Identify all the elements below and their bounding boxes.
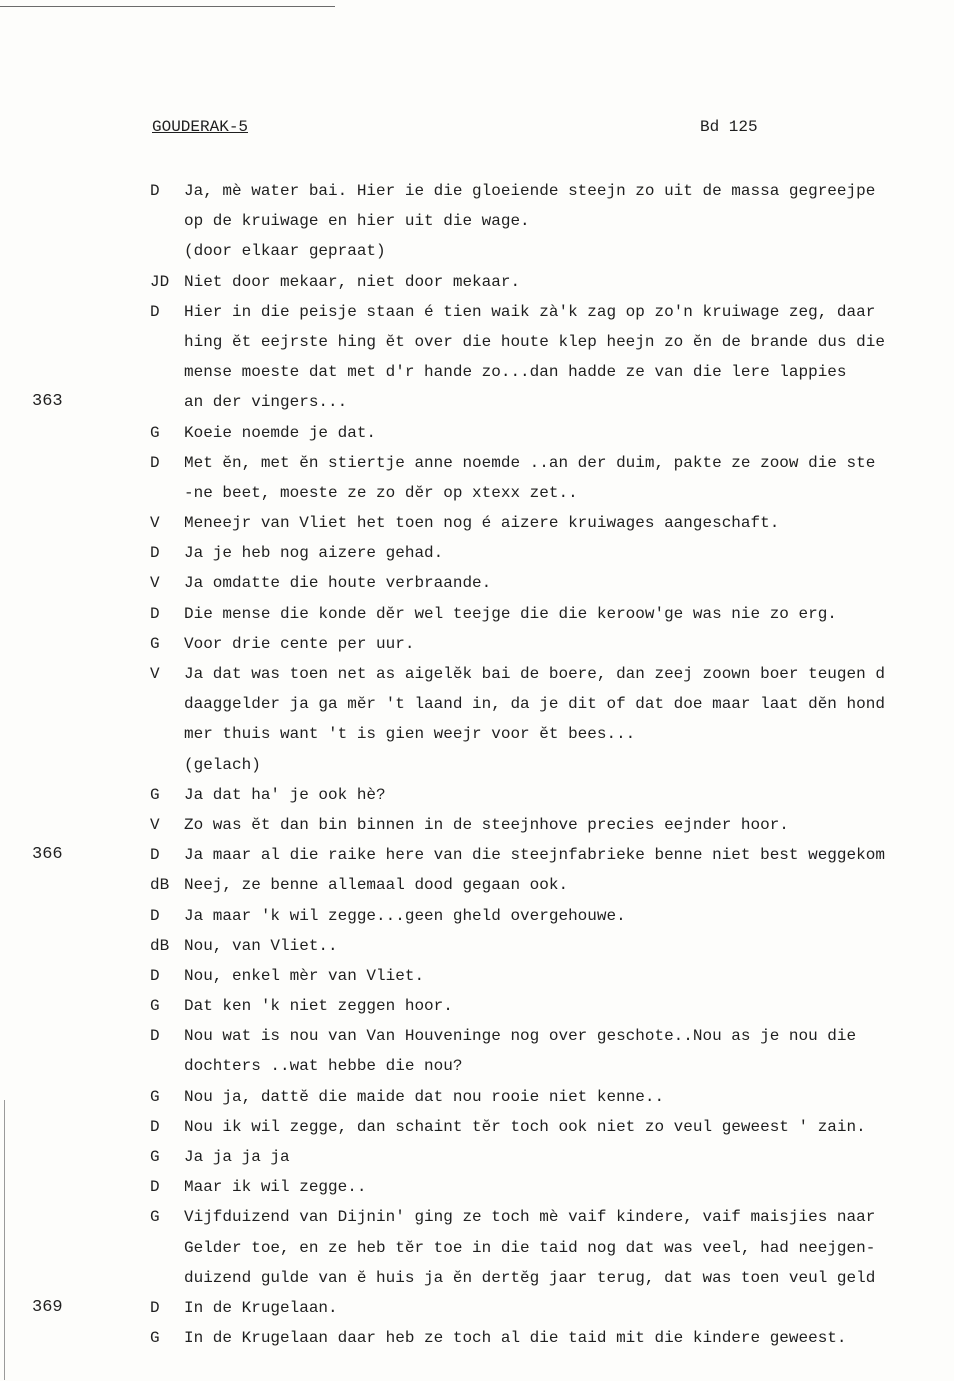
- margin-counter: 363: [32, 392, 63, 412]
- transcript-line: [0, 1021, 954, 1051]
- utterance-text: Ja dat was toen net as aigelĕk bai de boere, dan zeej zoown boer teugen d: [184, 665, 885, 683]
- transcript-line: [0, 357, 954, 387]
- utterance-text: Voor drie cente per uur.: [184, 634, 415, 653]
- utterance-text: daaggelder ja ga mĕr 't laand in, da je dit of dat doe maar laat dĕn hond: [184, 695, 885, 714]
- speaker-label: dB: [150, 936, 170, 955]
- speaker-label: V: [150, 574, 160, 593]
- utterance-text: Ja je heb nog aizere gehad.: [184, 544, 444, 563]
- speaker-label: V: [150, 815, 160, 834]
- utterance-text: Ja maar 'k wil zegge...geen gheld overgehouwe.: [184, 906, 626, 925]
- utterance-text: Met ĕn, met ĕn stiertje anne noemde ..an der duim, pakte ze zoow die ste: [184, 453, 876, 472]
- transcript-line: [0, 1323, 954, 1353]
- transcript-line: [0, 1051, 954, 1081]
- transcript-line: [0, 538, 954, 568]
- utterance-text: dochters ..wat hebbe die nou?: [184, 1057, 463, 1076]
- margin-counter: 369: [32, 1297, 63, 1317]
- utterance-text: Meneejr van Vliet het toen nog é aizere kruiwages aangeschaft.: [184, 514, 780, 533]
- utterance-text: Vijfduizend van Dijnin' ging ze toch mè vaif kindere, vaif maisjies naar: [184, 1208, 876, 1227]
- speaker-label: G: [150, 1208, 160, 1227]
- speaker-label: dB: [150, 876, 170, 895]
- utterance-text: Nou ja, dattĕ die maide dat nou rooie niet kenne..: [184, 1087, 665, 1106]
- transcript-line: [0, 1263, 954, 1293]
- speaker-label: G: [150, 423, 160, 442]
- utterance-text: Ja omdatte die houte verbraande.: [184, 574, 492, 593]
- utterance-text: Koeie noemde je dat.: [184, 423, 377, 442]
- transcript-line: [0, 719, 954, 749]
- transcript-line: [0, 1112, 954, 1142]
- transcript-line: [0, 1233, 954, 1263]
- utterance-text: In de Krugelaan daar heb ze toch al die taid mit die kindere geweest.: [184, 1329, 847, 1348]
- utterance-text: (gelach): [184, 755, 261, 774]
- transcript-line: [0, 1293, 954, 1323]
- speaker-label: D: [150, 604, 160, 623]
- transcript-line: [0, 780, 954, 810]
- utterance-text: Niet door mekaar, niet door mekaar.: [184, 272, 521, 291]
- speaker-label: D: [150, 966, 160, 985]
- speaker-label: D: [150, 1298, 160, 1317]
- speaker-label: G: [150, 634, 160, 653]
- utterance-text: Nou, enkel mèr van Vliet.: [184, 966, 425, 985]
- utterance-text: Dat ken 'k niet zeggen hoor.: [184, 997, 453, 1016]
- transcript-line: [0, 931, 954, 961]
- document-title: GOUDERAK-5: [152, 118, 249, 136]
- utterance-text: hing ĕt eejrste hing ĕt over die houte klep heejn zo ĕn de brande dus die: [184, 332, 885, 351]
- speaker-label: D: [150, 182, 160, 200]
- transcript-line: [0, 387, 954, 417]
- utterance-text: Maar ik wil zegge..: [184, 1178, 367, 1197]
- utterance-text: Nou ik wil zegge, dan schaint tĕr toch ook niet zo veul geweest ' zain.: [184, 1117, 866, 1136]
- speaker-label: JD: [150, 272, 170, 291]
- utterance-text: mer thuis want 't is gien weejr voor ĕt bees...: [184, 725, 636, 744]
- transcript-line: [0, 1202, 954, 1232]
- utterance-text: duizend gulde van ĕ huis ja ĕn dertĕg jaar terug, dat was toen veul geld: [184, 1268, 876, 1287]
- transcript-line: [0, 659, 954, 689]
- transcript-line: [0, 568, 954, 598]
- utterance-text: (door elkaar gepraat): [184, 242, 386, 261]
- speaker-label: G: [150, 785, 160, 804]
- speaker-label: G: [150, 1329, 160, 1348]
- transcript-line: [0, 961, 954, 991]
- utterance-text: Gelder toe, en ze heb tĕr toe in die taid nog dat was veel, had neejgen-: [184, 1238, 876, 1257]
- speaker-label: D: [150, 1178, 160, 1197]
- speaker-label: G: [150, 1148, 160, 1166]
- utterance-text: Zo was ĕt dan bin binnen in de steejnhove precies eejnder hoor.: [184, 815, 789, 834]
- utterance-text: Nou, van Vliet..: [184, 936, 338, 955]
- utterance-text: Ja maar al die raike here van die steejnfabrieke benne niet best weggekom: [184, 846, 885, 865]
- speaker-label: G: [150, 1087, 160, 1106]
- speaker-label: D: [150, 1027, 160, 1046]
- utterance-text: -ne beet, moeste ze zo dĕr op xtexx zet..: [184, 483, 578, 502]
- speaker-label: V: [150, 665, 160, 683]
- transcript-line: [0, 267, 954, 297]
- transcript-line: [0, 840, 954, 870]
- transcript-line: [0, 689, 954, 719]
- transcript-line: [0, 418, 954, 448]
- transcript-line: [0, 1082, 954, 1112]
- transcript-line: [0, 629, 954, 659]
- speaker-label: D: [150, 1117, 160, 1136]
- transcript-line: [0, 508, 954, 538]
- utterance-text: In de Krugelaan.: [184, 1298, 338, 1317]
- transcript-line: [0, 1142, 954, 1172]
- transcript-line: [0, 176, 954, 206]
- utterance-text: op de kruiwage en hier uit die wage.: [184, 212, 530, 231]
- page-number: Bd 125: [700, 118, 758, 136]
- transcript-body: [0, 176, 954, 1353]
- transcript-line: [0, 991, 954, 1021]
- utterance-text: Ja, mè water bai. Hier ie die gloeiende steejn zo uit de massa gegreejpe: [184, 182, 876, 200]
- speaker-label: D: [150, 453, 160, 472]
- speaker-label: V: [150, 514, 160, 533]
- transcript-line: [0, 448, 954, 478]
- margin-counter: 366: [32, 845, 63, 865]
- utterance-text: Nou wat is nou van Van Houveninge nog over geschote..Nou as je nou die: [184, 1027, 857, 1046]
- transcript-line: [0, 478, 954, 508]
- transcript-line: [0, 870, 954, 900]
- transcript-line: [0, 750, 954, 780]
- speaker-label: D: [150, 544, 160, 563]
- transcript-line: [0, 297, 954, 327]
- utterance-text: mense moeste dat met d'r hande zo...dan hadde ze van die lere lappies: [184, 363, 847, 382]
- speaker-label: D: [150, 302, 160, 321]
- transcript-line: [0, 236, 954, 266]
- transcript-line: [0, 901, 954, 931]
- utterance-text: an der vingers...: [184, 393, 348, 412]
- speaker-label: D: [150, 906, 160, 925]
- speaker-label: D: [150, 846, 160, 865]
- utterance-text: Ja ja ja ja: [184, 1148, 290, 1166]
- transcript-line: [0, 1172, 954, 1202]
- transcript-line: [0, 327, 954, 357]
- top-rule: [0, 6, 335, 7]
- utterance-text: Hier in die peisje staan é tien waik zà'k zag op zo'n kruiwage zeg, daar: [184, 302, 876, 321]
- utterance-text: Die mense die konde dĕr wel teejge die die keroow'ge was nie zo erg.: [184, 604, 837, 623]
- utterance-text: Ja dat ha' je ook hè?: [184, 785, 386, 804]
- transcript-line: [0, 206, 954, 236]
- transcript-line: [0, 810, 954, 840]
- transcript-line: [0, 599, 954, 629]
- utterance-text: Neej, ze benne allemaal dood gegaan ook.: [184, 876, 569, 895]
- speaker-label: G: [150, 997, 160, 1016]
